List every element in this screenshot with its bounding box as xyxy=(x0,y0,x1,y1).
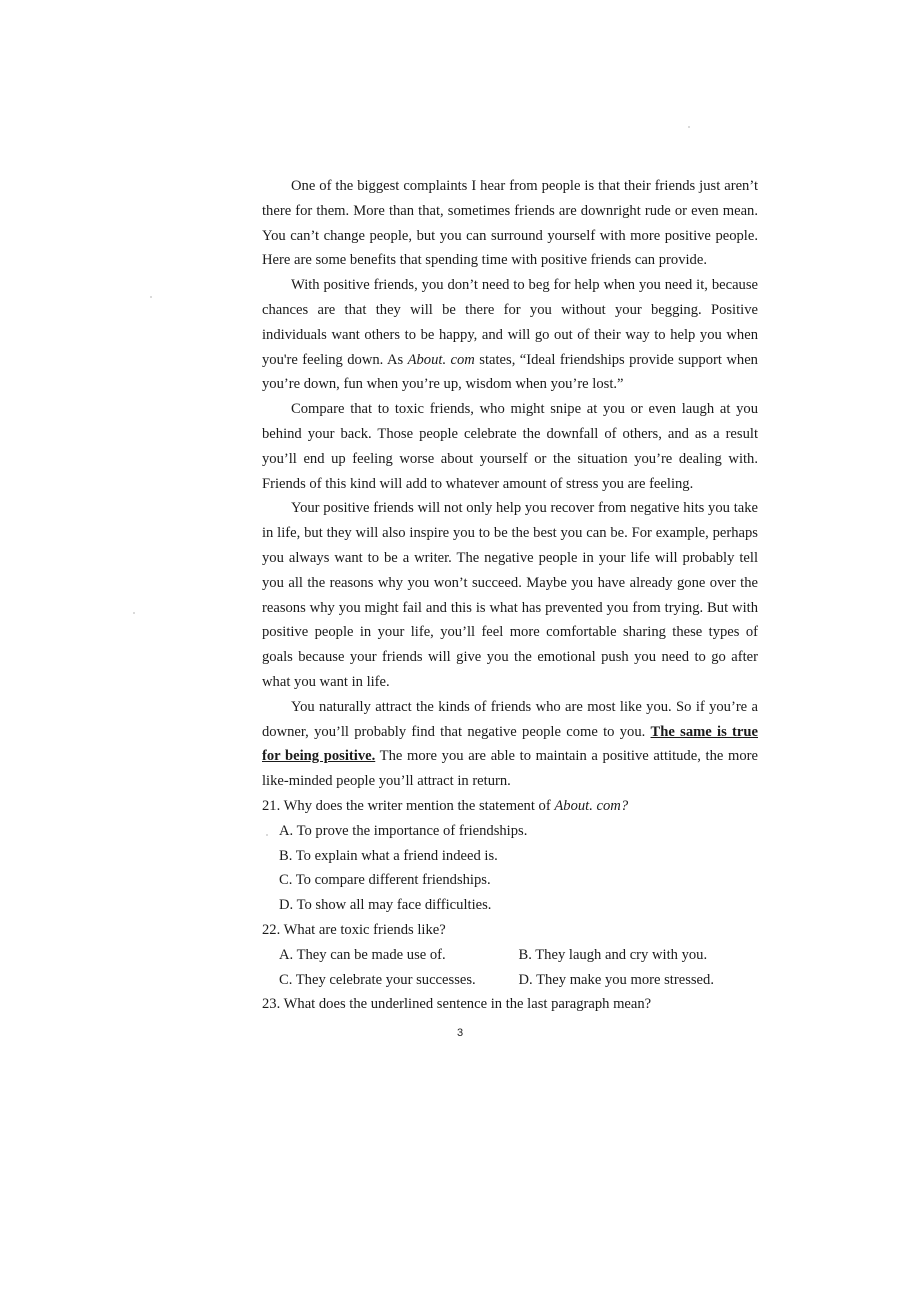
paragraph-2 xyxy=(262,273,758,397)
paragraph-2-text-after: states, “Ideal friendships provide support when you’re down, fun when you’re up, wisdom when you’re lost.” xyxy=(262,351,758,393)
paragraph-3 xyxy=(262,397,758,496)
paragraph-3-text: Compare that to toxic friends, who might snipe at you or even laugh at you behind your back. Those people celebrate the downfall of others, and as a result you’ll end up feeling worse about yourself or the situation you’re dealing with. Friends of this kind will add to whatever amount of stress you are feeling. xyxy=(262,401,758,492)
question-22 xyxy=(262,918,758,992)
question-21-option-d: D. To show all may face difficulties. xyxy=(279,897,492,914)
scan-speck xyxy=(133,612,135,614)
question-23 xyxy=(262,992,758,1017)
paragraph-1-text: One of the biggest complaints I hear from people is that their friends just aren’t there for them. More than that, sometimes friends are downright rude or even mean. You can’t change people, but you can surround yourself with more positive people. Here are some benefits that spending time with positive friends can provide. xyxy=(262,178,758,269)
question-21-option-c: C. To compare different friendships. xyxy=(279,872,491,889)
question-22-options-row-1 xyxy=(262,943,758,968)
question-23-stem: 23. What does the underlined sentence in the last paragraph mean? xyxy=(262,996,652,1013)
reading-passage xyxy=(262,174,758,1017)
scan-speck xyxy=(266,834,268,836)
question-22-options-row-2 xyxy=(262,968,758,993)
question-22-stem: 22. What are toxic friends like? xyxy=(262,921,446,938)
paragraph-4 xyxy=(262,496,758,694)
paragraph-4-text: Your positive friends will not only help you recover from negative hits you take in life, but they will also inspire you to be the best you can be. For example, perhaps you always want to be a writer. The negative people in your life will probably tell you all the reasons why you won’t succeed. Maybe you have already gone over the reasons why you might fail and this is what has prevented you from trying. But with positive people in your life, you’ll feel more comfortable sharing these types of goals because your friends will give you the emotional push you need to go after what you want in life. xyxy=(262,500,758,690)
question-21-option-a: A. To prove the importance of friendships. xyxy=(279,822,528,839)
question-21-option-b: B. To explain what a friend indeed is. xyxy=(279,847,498,864)
paragraph-1 xyxy=(262,174,758,273)
underlined-sentence: The same is true for being positive. xyxy=(262,723,758,765)
scan-speck xyxy=(688,126,690,128)
paragraph-5-text-after: The more you are able to maintain a positive attitude, the more like-minded people you’ll attract in return. xyxy=(262,748,758,790)
scan-speck xyxy=(150,296,152,298)
paragraph-5-text-before: You naturally attract the kinds of friends who are most like you. So if you’re a downer, you’ll probably find that negative people come to you. xyxy=(262,698,758,740)
source-name-italic: About. com xyxy=(407,351,475,368)
question-21-stem-italic: About. com? xyxy=(554,797,629,814)
page-number: 3 xyxy=(456,1027,464,1039)
question-21 xyxy=(262,794,758,918)
paragraph-2-text-before: With positive friends, you don’t need to beg for help when you need it, because chances are that they will be there for you without your begging. Positive individuals want others to be happy, and will go out of their way to help you when you're feeling down. As xyxy=(262,277,758,368)
question-22-option-b: B. They laugh and cry with you. xyxy=(518,946,708,963)
question-22-option-c: C. They celebrate your successes. xyxy=(279,971,476,988)
question-21-stem-text: 21. Why does the writer mention the statement of xyxy=(262,797,555,814)
paragraph-5 xyxy=(262,695,758,794)
question-22-option-a: A. They can be made use of. xyxy=(279,946,446,963)
question-22-option-d: D. They make you more stressed. xyxy=(518,971,714,988)
question-21-stem xyxy=(262,794,758,819)
